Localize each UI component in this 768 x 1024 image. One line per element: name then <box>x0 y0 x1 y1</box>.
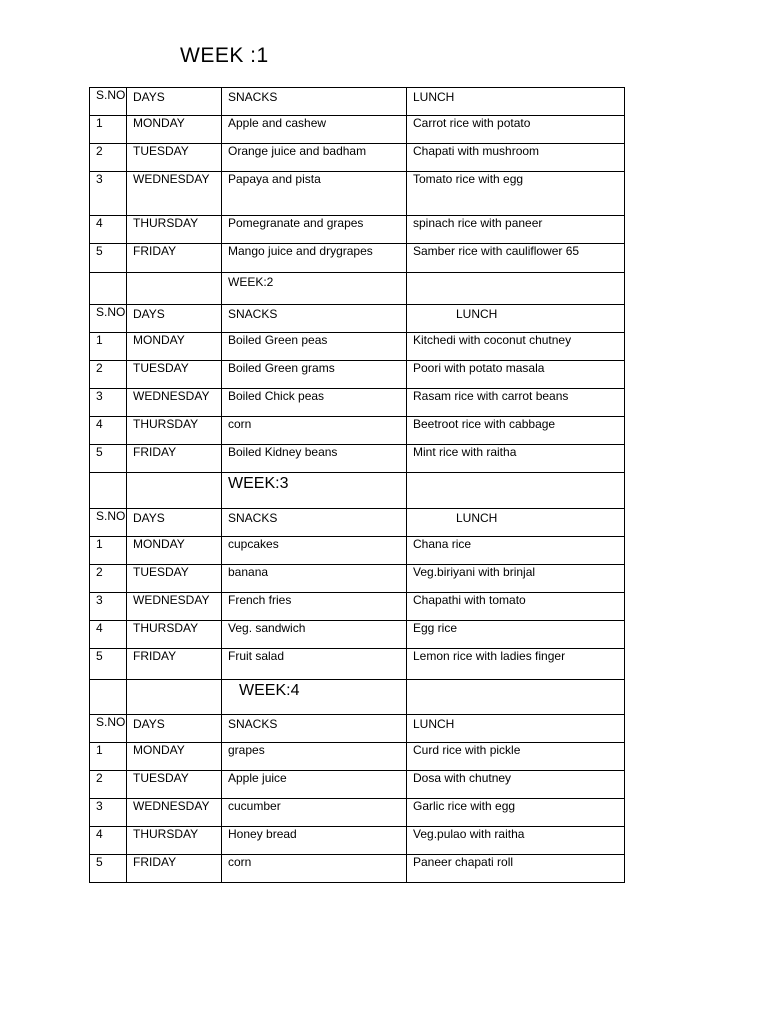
row-sno: 2 <box>90 771 127 799</box>
table-row <box>90 389 625 417</box>
row-sno: 5 <box>90 244 127 273</box>
row-day: FRIDAY <box>127 855 222 883</box>
row-lunch: Beetroot rice with cabbage <box>407 417 625 445</box>
week-label-row <box>90 680 625 715</box>
table-row <box>90 827 625 855</box>
header-days: DAYS <box>127 509 222 537</box>
row-sno: 3 <box>90 799 127 827</box>
row-lunch: Kitchedi with coconut chutney <box>407 333 625 361</box>
row-lunch: Dosa with chutney <box>407 771 625 799</box>
row-snack: Boiled Green grams <box>222 361 407 389</box>
row-snack: Mango juice and drygrapes <box>222 244 407 273</box>
page-title: WEEK :1 <box>180 44 269 67</box>
row-day: THURSDAY <box>127 827 222 855</box>
row-lunch: Carrot rice with potato <box>407 116 625 144</box>
row-snack: Pomegranate and grapes <box>222 216 407 244</box>
table-row <box>90 537 625 565</box>
row-day: TUESDAY <box>127 565 222 593</box>
header-row <box>90 305 625 333</box>
row-day: FRIDAY <box>127 649 222 680</box>
header-sno: S.NO <box>90 305 127 333</box>
table-row <box>90 244 625 273</box>
header-lunch: LUNCH <box>407 88 625 116</box>
table-row <box>90 361 625 389</box>
header-sno: S.NO <box>90 88 127 116</box>
week-label-row <box>90 273 625 305</box>
header-snacks: SNACKS <box>222 88 407 116</box>
row-snack: Boiled Kidney beans <box>222 445 407 473</box>
row-sno: 2 <box>90 144 127 172</box>
row-lunch: Mint rice with raitha <box>407 445 625 473</box>
header-days: DAYS <box>127 305 222 333</box>
row-snack: Boiled Chick peas <box>222 389 407 417</box>
row-lunch: Chapati with mushroom <box>407 144 625 172</box>
header-lunch: LUNCH <box>407 509 625 537</box>
row-sno: 4 <box>90 621 127 649</box>
table-row <box>90 216 625 244</box>
row-day: MONDAY <box>127 116 222 144</box>
row-sno: 4 <box>90 216 127 244</box>
header-snacks: SNACKS <box>222 305 407 333</box>
row-sno: 3 <box>90 389 127 417</box>
row-sno: 3 <box>90 172 127 216</box>
row-sno: 4 <box>90 827 127 855</box>
row-day: WEDNESDAY <box>127 593 222 621</box>
row-day: WEDNESDAY <box>127 799 222 827</box>
row-sno: 2 <box>90 565 127 593</box>
table-row <box>90 799 625 827</box>
row-lunch: Paneer chapati roll <box>407 855 625 883</box>
row-lunch: Rasam rice with carrot beans <box>407 389 625 417</box>
week-label: WEEK:4 <box>222 680 407 715</box>
row-day: FRIDAY <box>127 445 222 473</box>
header-days: DAYS <box>127 715 222 743</box>
row-day: THURSDAY <box>127 216 222 244</box>
week-label-row <box>90 473 625 509</box>
week-label: WEEK:3 <box>222 473 407 509</box>
row-lunch: Lemon rice with ladies finger <box>407 649 625 680</box>
row-snack: corn <box>222 417 407 445</box>
row-snack: Veg. sandwich <box>222 621 407 649</box>
table-row <box>90 445 625 473</box>
row-lunch: Samber rice with cauliflower 65 <box>407 244 625 273</box>
row-day: WEDNESDAY <box>127 172 222 216</box>
header-row <box>90 715 625 743</box>
row-snack: Honey bread <box>222 827 407 855</box>
row-snack: Fruit salad <box>222 649 407 680</box>
header-lunch: LUNCH <box>407 715 625 743</box>
row-day: TUESDAY <box>127 771 222 799</box>
meal-plan-table <box>89 87 625 883</box>
header-row <box>90 88 625 116</box>
header-snacks: SNACKS <box>222 715 407 743</box>
table-row <box>90 649 625 680</box>
row-lunch: Poori with potato masala <box>407 361 625 389</box>
row-sno: 5 <box>90 649 127 680</box>
row-sno: 3 <box>90 593 127 621</box>
row-day: THURSDAY <box>127 417 222 445</box>
table-row <box>90 771 625 799</box>
row-lunch: Chana rice <box>407 537 625 565</box>
row-day: MONDAY <box>127 333 222 361</box>
row-lunch: Egg rice <box>407 621 625 649</box>
row-lunch: Veg.biriyani with brinjal <box>407 565 625 593</box>
row-day: MONDAY <box>127 743 222 771</box>
table-row <box>90 593 625 621</box>
row-day: THURSDAY <box>127 621 222 649</box>
row-lunch: Garlic rice with egg <box>407 799 625 827</box>
row-sno: 5 <box>90 855 127 883</box>
row-sno: 1 <box>90 116 127 144</box>
header-snacks: SNACKS <box>222 509 407 537</box>
row-lunch: Curd rice with pickle <box>407 743 625 771</box>
header-sno: S.NO <box>90 509 127 537</box>
table-row <box>90 743 625 771</box>
row-day: MONDAY <box>127 537 222 565</box>
row-lunch: Tomato rice with egg <box>407 172 625 216</box>
table-row <box>90 144 625 172</box>
table-row <box>90 172 625 216</box>
row-snack: Apple and cashew <box>222 116 407 144</box>
row-day: WEDNESDAY <box>127 389 222 417</box>
row-snack: French fries <box>222 593 407 621</box>
table-row <box>90 855 625 883</box>
row-lunch: spinach rice with paneer <box>407 216 625 244</box>
table-row <box>90 621 625 649</box>
row-snack: grapes <box>222 743 407 771</box>
row-day: FRIDAY <box>127 244 222 273</box>
header-days: DAYS <box>127 88 222 116</box>
table-row <box>90 116 625 144</box>
row-snack: Papaya and pista <box>222 172 407 216</box>
row-sno: 5 <box>90 445 127 473</box>
row-sno: 4 <box>90 417 127 445</box>
row-snack: Boiled Green peas <box>222 333 407 361</box>
row-sno: 2 <box>90 361 127 389</box>
table-row <box>90 565 625 593</box>
header-sno: S.NO <box>90 715 127 743</box>
table-row <box>90 333 625 361</box>
table-row <box>90 417 625 445</box>
header-row <box>90 509 625 537</box>
row-snack: Apple juice <box>222 771 407 799</box>
row-sno: 1 <box>90 333 127 361</box>
row-snack: banana <box>222 565 407 593</box>
week-label: WEEK:2 <box>222 273 407 305</box>
row-sno: 1 <box>90 743 127 771</box>
row-lunch: Veg.pulao with raitha <box>407 827 625 855</box>
row-snack: Orange juice and badham <box>222 144 407 172</box>
row-snack: cupcakes <box>222 537 407 565</box>
row-sno: 1 <box>90 537 127 565</box>
row-snack: cucumber <box>222 799 407 827</box>
header-lunch: LUNCH <box>407 305 625 333</box>
row-lunch: Chapathi with tomato <box>407 593 625 621</box>
row-snack: corn <box>222 855 407 883</box>
row-day: TUESDAY <box>127 144 222 172</box>
row-day: TUESDAY <box>127 361 222 389</box>
